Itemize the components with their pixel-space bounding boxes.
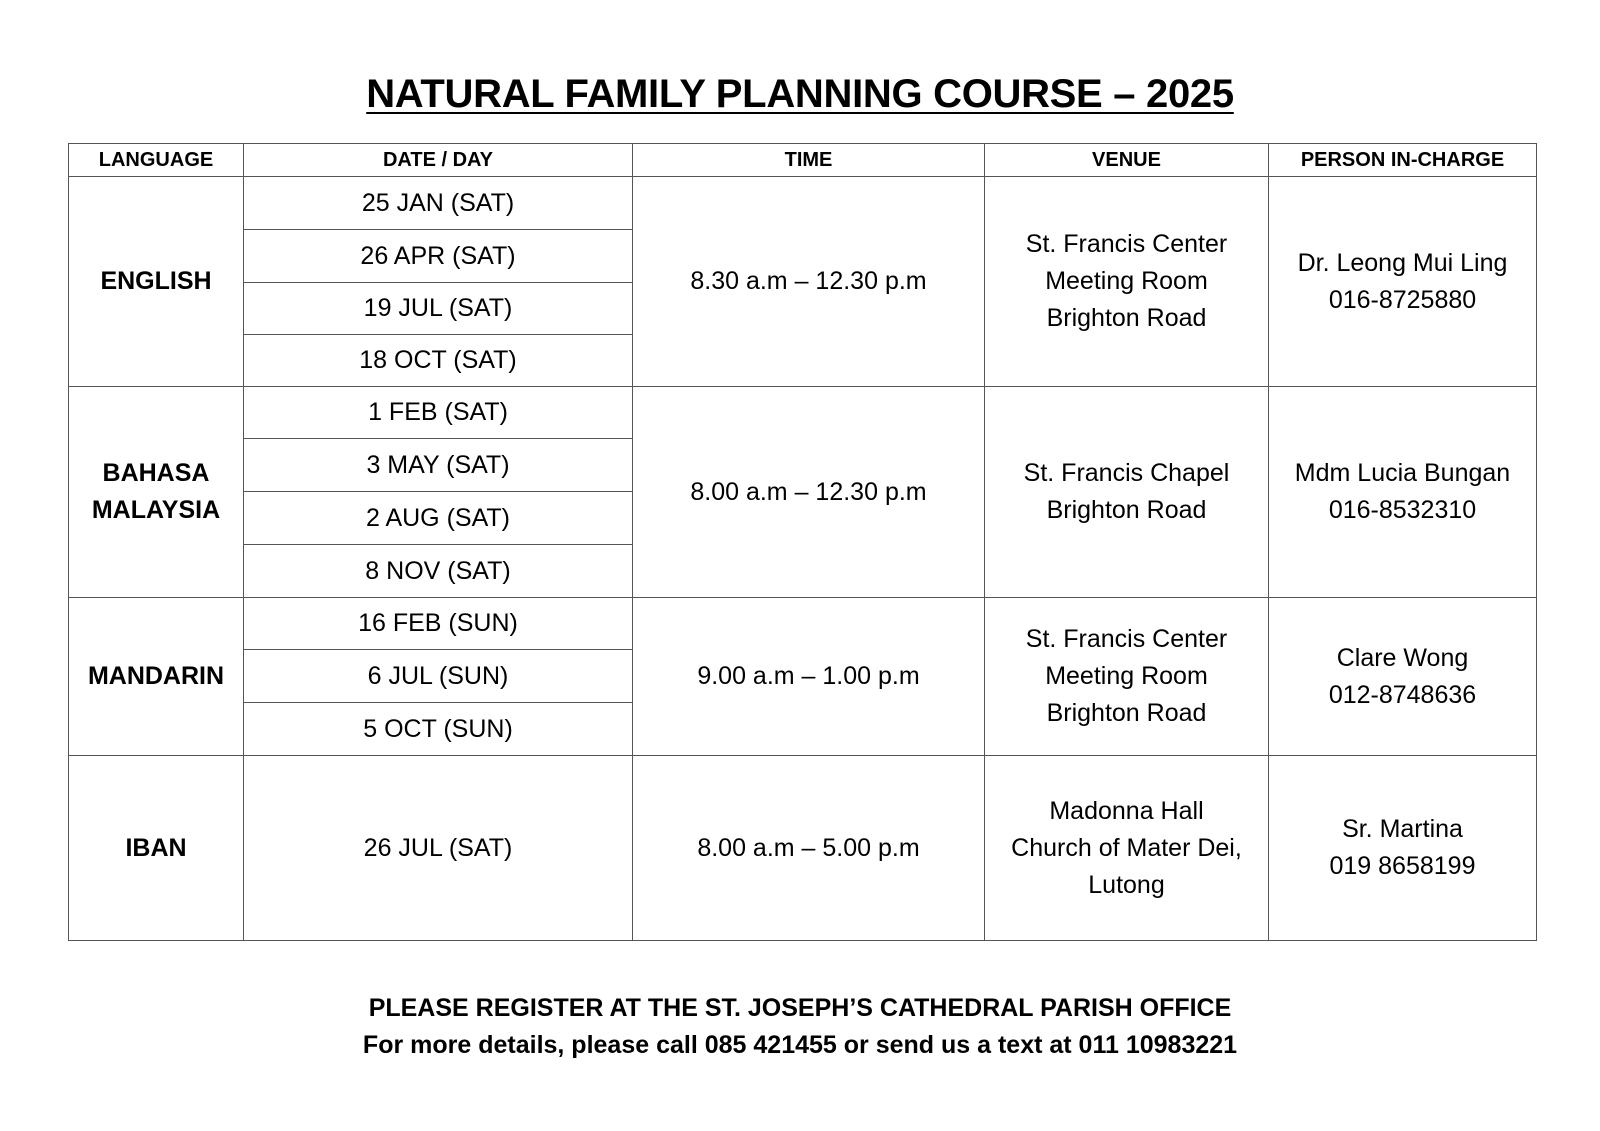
venue-cell	[985, 387, 1269, 598]
time-cell: 8.00 a.m – 12.30 p.m	[633, 387, 985, 598]
registration-notice: PLEASE REGISTER AT THE ST. JOSEPH’S CATHEDRAL PARISH OFFICE	[368, 994, 1232, 1022]
date-cell: 18 OCT (SAT)	[244, 335, 633, 387]
footer	[0, 990, 1600, 1064]
language-cell	[69, 387, 244, 598]
person-name: Clare Wong	[1336, 643, 1469, 672]
header-row	[69, 144, 1537, 177]
date-cell: 2 AUG (SAT)	[244, 492, 633, 545]
date-cell: 19 JUL (SAT)	[244, 283, 633, 335]
date-cell: 1 FEB (SAT)	[244, 387, 633, 439]
venue-cell	[985, 177, 1269, 387]
page-title: NATURAL FAMILY PLANNING COURSE – 2025	[366, 72, 1234, 116]
date-cell: 26 APR (SAT)	[244, 230, 633, 283]
language-label: ENGLISH	[100, 267, 212, 295]
date-cell: 6 JUL (SUN)	[244, 650, 633, 703]
person-phone: 019 8658199	[1329, 852, 1476, 880]
person-phone: 012-8748636	[1328, 680, 1477, 709]
venue-cell	[985, 598, 1269, 756]
language-cell	[69, 598, 244, 756]
language-label: IBAN	[125, 833, 187, 862]
person-cell	[1269, 598, 1537, 756]
table-row	[69, 598, 1537, 650]
person-name: Sr. Martina	[1342, 815, 1463, 843]
header-venue: VENUE	[985, 144, 1269, 177]
table-row	[69, 177, 1537, 230]
date-cell: 8 NOV (SAT)	[244, 545, 633, 598]
language-label: MALAYSIA	[91, 496, 221, 524]
time-cell: 8.00 a.m – 5.00 p.m	[633, 756, 985, 941]
person-name: Mdm Lucia Bungan	[1294, 459, 1511, 487]
table-row	[69, 756, 1537, 941]
header-language: LANGUAGE	[69, 144, 244, 177]
person-cell	[1269, 387, 1537, 598]
language-cell	[69, 177, 244, 387]
course-schedule-table	[68, 143, 1537, 941]
header-date-day: DATE / DAY	[244, 144, 633, 177]
date-cell: 5 OCT (SUN)	[244, 703, 633, 756]
venue-line: Madonna Hall	[1049, 796, 1204, 825]
venue-line: Brighton Road	[1046, 699, 1207, 727]
date-cell: 3 MAY (SAT)	[244, 439, 633, 492]
venue-line: St. Francis Chapel	[1023, 459, 1230, 487]
person-name: Dr. Leong Mui Ling	[1297, 248, 1508, 277]
header-person-in-charge: PERSON IN-CHARGE	[1269, 144, 1537, 177]
venue-line: Brighton Road	[1046, 304, 1207, 332]
table-row	[69, 387, 1537, 439]
venue-cell	[985, 756, 1269, 941]
venue-line: Meeting Room	[1045, 267, 1208, 295]
contact-details: For more details, please call 085 421455 or send us a text at 011 10983221	[362, 1031, 1238, 1059]
language-label: BAHASA	[102, 459, 210, 487]
time-cell: 9.00 a.m – 1.00 p.m	[633, 598, 985, 756]
person-phone: 016-8725880	[1328, 285, 1477, 314]
person-phone: 016-8532310	[1328, 496, 1477, 524]
venue-line: St. Francis Center	[1025, 625, 1228, 653]
date-cell: 26 JUL (SAT)	[244, 756, 633, 941]
venue-line: Meeting Room	[1045, 662, 1208, 690]
date-cell: 16 FEB (SUN)	[244, 598, 633, 650]
language-cell	[69, 756, 244, 941]
date-cell: 25 JAN (SAT)	[244, 177, 633, 230]
venue-line: Church of Mater Dei,	[1011, 833, 1242, 862]
time-cell: 8.30 a.m – 12.30 p.m	[633, 177, 985, 387]
venue-line: Lutong	[1088, 870, 1165, 899]
venue-line: Brighton Road	[1046, 496, 1207, 524]
header-time: TIME	[633, 144, 985, 177]
person-cell	[1269, 177, 1537, 387]
venue-line: St. Francis Center	[1025, 230, 1228, 258]
language-label: MANDARIN	[87, 662, 225, 690]
person-cell	[1269, 756, 1537, 941]
